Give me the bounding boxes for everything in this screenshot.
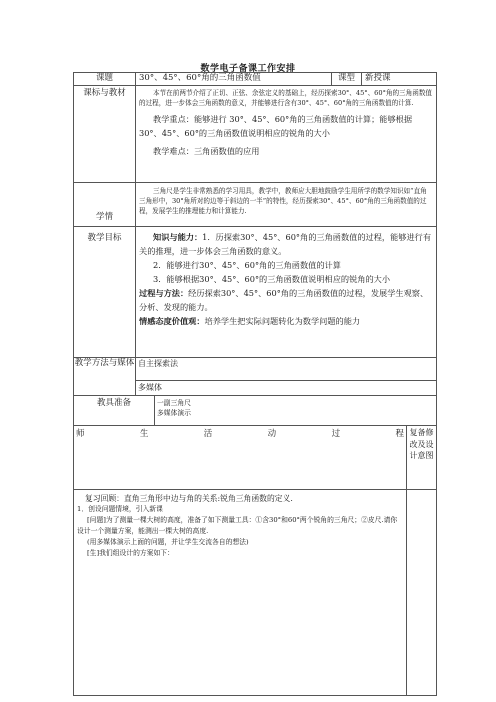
body-line-2: 1．创设问题情境，引入新课 xyxy=(77,505,163,513)
methods-line1: 自主探索法 xyxy=(136,358,436,381)
process-head: 过程与方法： xyxy=(139,288,189,298)
knowledge-head: 知识与能力： xyxy=(153,232,203,242)
difficulty: 教学难点：三角函数值的应用 xyxy=(153,146,260,156)
students-label: 学情 xyxy=(74,183,136,227)
methods-label: 教学方法与媒体 xyxy=(74,358,136,396)
textbook-label: 课标与教材 xyxy=(74,86,136,183)
process-body-row xyxy=(74,490,437,696)
redesign-cell xyxy=(407,490,437,696)
course-label: 课题 xyxy=(74,73,136,86)
emotion-head: 情感态度价值观： xyxy=(139,316,205,326)
tools-row xyxy=(74,396,437,426)
course-type-label: 课型 xyxy=(332,73,362,86)
tools-line2: 多媒体演示 xyxy=(157,409,191,417)
lesson-plan-table xyxy=(73,72,437,696)
methods-row xyxy=(74,358,437,396)
body-line-4: (用多媒体演示上面的问题，并让学生交流各自的想法) xyxy=(87,538,249,546)
textbook-row xyxy=(74,86,437,183)
students-row xyxy=(74,183,437,227)
methods-line2: 多媒体 xyxy=(138,383,162,392)
page-title: 数学电子备课工作安排 xyxy=(200,64,296,74)
redesign-label: 复备修改及设计意图 xyxy=(407,426,437,490)
students-para: 三角尺是学生非常熟悉的学习用具，教学中，教师应大胆地鼓励学生用所学的数学知识如“直角三角形中，30°角所对的边等于斜边的一半”的特性，经历探索30°、45°、60°角的三角函数值的过程，发展学生的推理能力和计算能力. xyxy=(139,187,427,215)
tools-label: 教具准备 xyxy=(74,396,155,425)
knowledge-3: 3．能够根据30°、45°、60°的三角函数值说明相应的锐角的大小 xyxy=(153,274,391,284)
course-row xyxy=(74,73,437,86)
knowledge-2: 2．能够进行30°、45°、60°角的三角函数值的计算 xyxy=(153,260,341,270)
textbook-para: 本节在前两节介绍了正切、正弦、余弦定义的基础上，经历探索30°、45°、60°角的三角函数值的过程，进一步体会三角函数的意义，并能够进行含有30°、45°、60°角的三角函数值的计算. xyxy=(139,89,433,107)
body-line-3: [问题]为了测量一棵大树的高度，准备了如下测量工具：①含30°和60°两个锐角的三角尺；②皮尺.请你设计一个测量方案，能测出一棵大树的高度. xyxy=(77,516,398,535)
body-line-5: [生]我们组设计的方案如下： xyxy=(87,549,174,557)
tools-line1: 一副三角尺 xyxy=(157,399,191,407)
goals-label: 教学目标 xyxy=(74,227,136,358)
emotion-text: 培养学生把实际问题转化为数学问题的能力 xyxy=(204,316,361,326)
course-value: 30°、45°、60°角的三角函数值 xyxy=(136,73,332,86)
knowledge-1: 1．历探索30°、45°、60°角的三角函数值的过程，能够进行有关的推理，进一步体会三角函数的意义。 xyxy=(139,232,432,256)
process-text: 经历探索30°、45°、60°角的三角函数值的过程，发展学生观察、分析、发现的能力。 xyxy=(139,288,429,312)
course-type-value: 新授课 xyxy=(362,73,437,86)
process-label: 师 生 活 动 过 程 xyxy=(76,429,404,439)
goals-row xyxy=(74,227,437,358)
body-line-1: 复习回顾：直角三角形中边与角的关系:锐角三角函数的定义. xyxy=(85,494,293,503)
key-point: 教学重点：能够进行 30°、45°、60°角的三角函数值的计算；能够根据 30°、45°、60°的三角函数值说明相应的锐角的大小 xyxy=(139,114,413,138)
process-header-row xyxy=(74,426,437,490)
